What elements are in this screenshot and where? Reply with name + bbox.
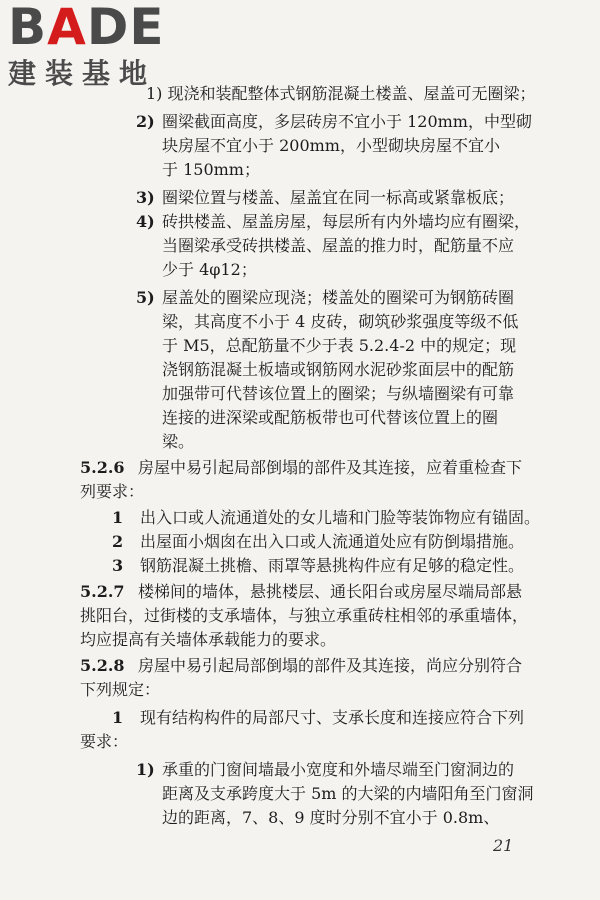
text-line: 梁，其高度不小于 4 皮砖，砌筑砂浆强度等级不低 [162, 312, 519, 331]
logo-chinese: 建装基地 [8, 57, 157, 90]
text-line: 梁。 [162, 432, 195, 451]
text-line: 于 150mm； [162, 160, 260, 179]
item-number: 3) [136, 188, 155, 207]
text-line: 楼梯间的墙体，悬挑楼层、通长阳台或房屋尽端局部悬 [138, 582, 523, 601]
text-line: 挑阳台，过街楼的支承墙体，与独立承重砖柱相邻的承重墙体， [80, 606, 529, 625]
text-line: 圈梁位置与楼盖、屋盖宜在同一标高或紧靠板底； [162, 188, 515, 207]
text-line: 于 M5，总配筋量不少于表 5.2.4-2 中的规定；现 [162, 336, 517, 355]
text-line: 现有结构构件的局部尺寸、支承长度和连接应符合下列 [140, 708, 525, 727]
text-line: 块房屋不宜小于 200mm，小型砌块房屋不宜小 [162, 136, 500, 155]
text-line: 列要求： [80, 482, 145, 501]
item-number: 4) [136, 212, 155, 231]
item-number: 1 [112, 508, 124, 527]
text-line: 出屋面小烟囱在出入口或人流通道处应有防倒塌措施。 [140, 532, 525, 551]
text-line: 浇钢筋混凝土板墙或钢筋网水泥砂浆面层中的配筋 [162, 360, 515, 379]
text-line: 少于 4φ12； [162, 260, 257, 279]
logo-letters-de: DE [86, 0, 165, 56]
section-number: 5.2.8 [80, 656, 125, 675]
item-number: 2) [136, 112, 155, 131]
text-line: 距离及支承跨度大于 5m 的大梁的内墙阳角至门窗洞 [162, 784, 534, 803]
text-line: 当圈梁承受砖拱楼盖、屋盖的推力时，配筋量不应 [162, 236, 515, 255]
item-number: 1 [112, 708, 124, 727]
item-number: 1) [136, 760, 155, 779]
text-line: 承重的门窗间墙最小宽度和外墙尽端至门窗洞边的 [162, 760, 515, 779]
item-number: 3 [112, 556, 124, 575]
text-line: 要求： [80, 732, 129, 751]
text-line: 下列规定： [80, 680, 161, 699]
text-line: 房屋中易引起局部倒塌的部件及其连接，尚应分别符合 [138, 656, 523, 675]
text-line: 屋盖处的圈梁应现浇；楼盖处的圈梁可为钢筋砖圈 [162, 288, 515, 307]
logo-letter-a: A [47, 0, 87, 56]
text-line: 出入口或人流通道处的女儿墙和门脸等装饰物应有锚固。 [140, 508, 541, 527]
text-line: 连接的进深梁或配筋板带也可代替该位置上的圈 [162, 408, 499, 427]
item-number: 5) [136, 288, 155, 307]
logo-letter-b: B [8, 0, 48, 56]
text-line: 圈梁截面高度，多层砖房不宜小于 120mm，中型砌 [162, 112, 532, 131]
page-number: 21 [493, 836, 514, 855]
text-line: 均应提高有关墙体承载能力的要求。 [80, 630, 337, 649]
text-line: 1) 现浇和装配整体式钢筋混凝土楼盖、屋盖可无圈梁； [146, 84, 536, 103]
text-line: 砖拱楼盖、屋盖房屋，每层所有内外墙均应有圈梁， [162, 212, 531, 231]
text-line: 边的距离，7、8、9 度时分别不宜小于 0.8m、 [162, 808, 500, 827]
item-number: 2 [112, 532, 124, 551]
text-line: 加强带可代替该位置上的圈梁；与纵墙圈梁有可靠 [162, 384, 515, 403]
section-number: 5.2.7 [80, 582, 125, 601]
text-line: 钢筋混凝土挑檐、雨罩等悬挑构件应有足够的稳定性。 [140, 556, 525, 575]
section-number: 5.2.6 [80, 458, 125, 477]
text-line: 房屋中易引起局部倒塌的部件及其连接，应着重检查下 [138, 458, 523, 477]
